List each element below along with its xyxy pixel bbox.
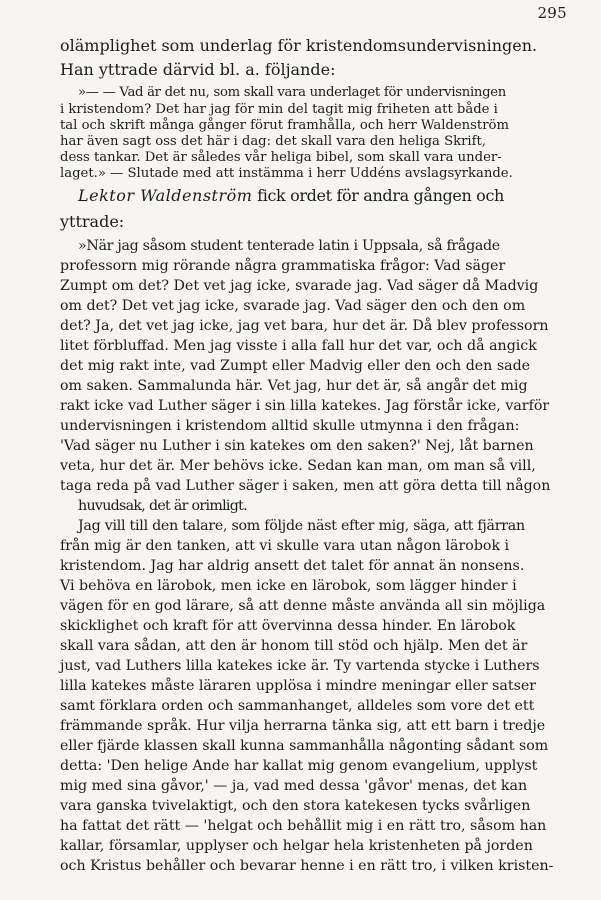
text-line: laget.» — Slutade med att instämma i herr Uddéns avslagsyrkande. [60,166,513,181]
text-line: samt förklara orden och sammanhanget, alldeles som vore det ett [60,698,535,714]
text-line: från mig är den tanken, att vi skulle vara utan någon lärobok i [60,538,510,554]
text-line: skall vara sådan, att den är honom till stöd och hjälp. Men det är [60,638,528,654]
text-line: skicklighet och kraft för att övervinna dessa hinder. En lärobok [60,618,516,634]
text-line: detta: 'Den helige Ande har kallat mig genom evangelium, upplyst [60,758,538,774]
text-line: kristendom. Jag har aldrig ansett det talet för annat än nonsens. [60,558,525,574]
text-line: vägen för en god lärare, så att denne måste använda all sin möjliga [60,598,546,614]
text-line: veta, hur det är. Mer behövs icke. Sedan kan man, om man så vill, [60,458,536,474]
text-line: Han yttrade därvid bl. a. följande: [60,60,336,79]
text-line: vara ganska tvivelaktigt, och den stora katekesen tycks svårligen [60,798,531,814]
text-line: taga reda på vad Luther säger i saken, men att göra detta till någon [60,478,551,494]
text-line: mig med sina gåvor,' — ja, vad med dessa 'gåvor' menas, det kan [60,778,528,794]
text-line: 'Vad säger nu Luther i sin katekes om den saken?' Nej, låt barnen [60,438,534,454]
text-line: dess tankar. Det är således vår heliga bibel, som skall vara under- [60,150,502,165]
text-line: professorn mig rörande några grammatiska frågor: Vad säger [60,258,506,274]
text-line: »— — Vad är det nu, som skall vara underlaget för undervisningen [78,85,507,100]
text-line: om det? Det vet jag icke, svarade jag. Vad säger den och den om [60,298,526,314]
text-line: tal och skrift många gånger förut framhålla, och herr Waldenström [60,118,509,133]
text-line: eller fjärde klassen skall kunna sammanhålla någonting sådant som [60,738,549,754]
text-line: om saken. Sammalunda här. Vet jag, hur det är, så angår det mig [60,378,528,394]
text-line: »När jag såsom student tenterade latin i Uppsala, så frågade [78,238,500,254]
text-line: lilla katekes måste läraren upplösa i mindre meningar eller satser [60,678,537,694]
text-line: det mig rakt inte, vad Zumpt eller Madvig eller den och den sade [60,358,531,374]
text-line: har även sagt oss det här i dag: det skall vara den heliga Skrift, [60,134,486,149]
text-line: i kristendom? Det har jag för min del tagit mig friheten att både i [60,102,498,117]
text-line: yttrade: [60,212,125,231]
speaker-name: Lektor Waldenström [78,186,253,205]
page-number: 295 [537,4,567,22]
text-line: kallar, församlar, upplyser och helgar hela kristenheten på jorden [60,838,533,854]
text-line: Zumpt om det? Det vet jag icke, svarade jag. Vad säger då Madvig [60,278,539,294]
text-line: olämplighet som underlag för kristendomsundervisningen. [60,36,538,55]
text-line: ha fattat det rätt — 'helgat och behållit mig i en rätt tro, såsom han [60,818,547,834]
text-line: huvudsak, det är orimligt. [78,498,247,514]
text-line: litet förbluffad. Men jag visste i alla fall hur det var, och då angick [60,338,537,354]
text-line: Jag vill till den talare, som följde näst efter mig, säga, att fjärran [78,518,525,534]
text-line: rakt icke vad Luther säger i sin lilla katekes. Jag förstår icke, varför [60,398,550,414]
text-line: Lektor Waldenström fick ordet för andra gången och [78,186,504,205]
text-line: just, vad Luthers lilla katekes icke är. Ty vartenda stycke i Luthers [60,658,540,674]
text-line: undervisningen i kristendom alltid skulle utmynna i den frågan: [60,418,520,434]
text-line: Vi behöva en lärobok, men icke en lärobok, som lägger hinder i [60,578,517,594]
text-line: och Kristus behåller och bevarar henne i en rätt tro, i vilken kristen- [60,858,554,874]
text-line: främmande språk. Hur vilja herrarna tänka sig, att ett barn i tredje [60,718,546,734]
text-line: det? Ja, det vet jag icke, jag vet bara, hur det är. Då blev professorn [60,318,549,334]
